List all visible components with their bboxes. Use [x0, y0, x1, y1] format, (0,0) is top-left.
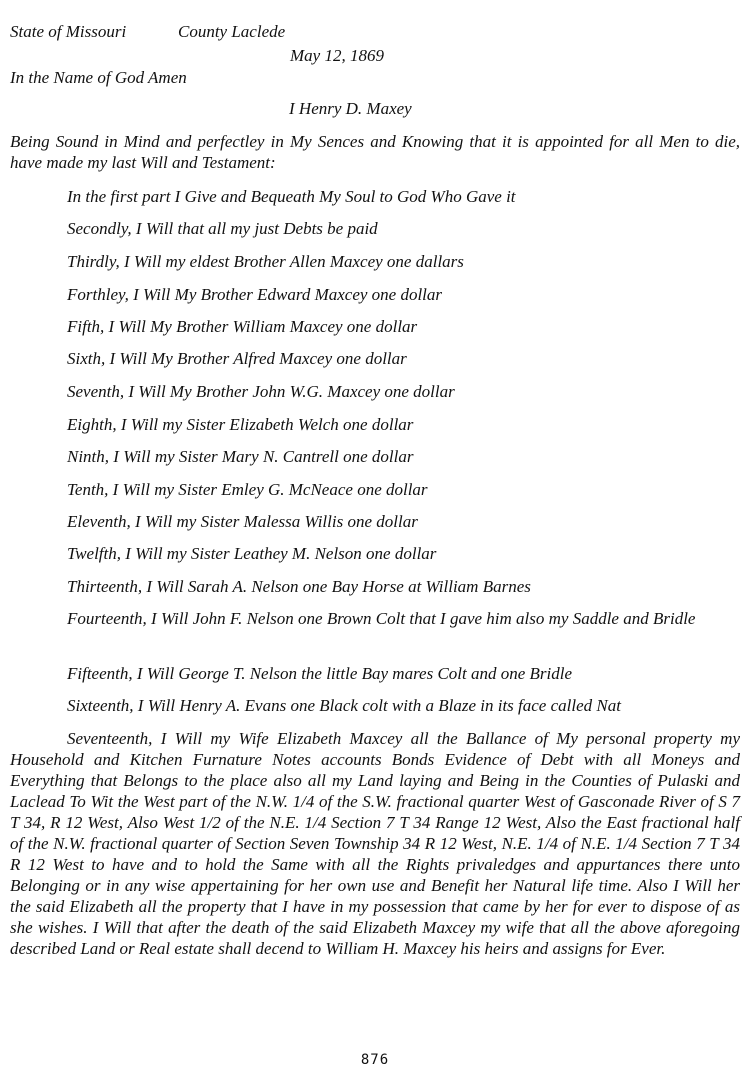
bequest-fifteenth: Fifteenth, I Will George T. Nelson the little Bay mares Colt and one Bridle: [67, 664, 573, 683]
testator-name: I Henry D. Maxey: [289, 99, 412, 118]
state-label: State of Missouri: [10, 22, 127, 41]
bequest-sixteenth: Sixteenth, I Will Henry A. Evans one Black colt with a Blaze in its face called Nat: [67, 696, 621, 715]
bequest-item: Fifth, I Will My Brother William Maxcey one dollar: [67, 317, 418, 336]
bequest-item: Twelfth, I Will my Sister Leathey M. Nelson one dollar: [67, 544, 437, 563]
preamble-paragraph: Being Sound in Mind and perfectley in My Sences and Knowing that it is appointed for all Men to die, have made my last Will and Testament:: [10, 132, 740, 172]
page-number: 876: [360, 1052, 390, 1068]
bequest-item: Ninth, I Will my Sister Mary N. Cantrell one dollar: [67, 447, 414, 466]
bequest-item: Tenth, I Will my Sister Emley G. McNeace one dollar: [67, 480, 428, 499]
bequest-item: Forthley, I Will My Brother Edward Maxcey one dollar: [67, 285, 443, 304]
bequest-item: Sixth, I Will My Brother Alfred Maxcey one dollar: [67, 349, 407, 368]
county-label: County Laclede: [178, 22, 286, 41]
document-date: May 12, 1869: [290, 46, 384, 65]
bequest-item: Secondly, I Will that all my just Debts be paid: [67, 219, 378, 238]
bequest-seventeenth: Seventeenth, I Will my Wife Elizabeth Maxcey all the Ballance of My personal property my Household and Kitchen Furnature Notes accounts Bonds Evidence of Debt with all Moneys and Everything that Belongs to the place also all my Land laying and Being in the Counties of Pulaski and Laclead To Wit the West part of the N.W. 1/4 of the S.W. fractional quarter West of Gasconade River of S 7 T 34, R 12 West, Also West 1/2 of the N.E. 1/4 Section 7 T 34 Range 12 West, Also the East fractional half of the N.W. fractional quarter of Section Seven Township 34 R 12 West, N.E. 1/4 of N.E. 1/4 Section 7 T 34 R 12 West to have and to hold the Same with all the Rights privaledges and appurtances there unto Belonging or in any wise appertaining for her own use and Benefit her Natural life time. Also I Will her the said Elizabeth all the property that I have in my possession that came by her for ever to dispose of as she wishes. I Will that after the death of the said Elizabeth Maxcey my wife that all the above aforegoing described Land or Real estate shall decend to William H. Maxcey his heirs and assigns for Ever.: [10, 729, 740, 958]
bequest-item: Eleventh, I Will my Sister Malessa Willis one dollar: [67, 512, 418, 531]
bequest-item: Eighth, I Will my Sister Elizabeth Welch one dollar: [67, 415, 414, 434]
bequest-item: In the first part I Give and Bequeath My Soul to God Who Gave it: [67, 187, 516, 206]
bequest-item: Thirdly, I Will my eldest Brother Allen Maxcey one dallars: [67, 252, 464, 271]
bequest-item: Thirteenth, I Will Sarah A. Nelson one Bay Horse at William Barnes: [67, 577, 531, 596]
bequest-fourteenth: Fourteenth, I Will John F. Nelson one Brown Colt that I gave him also my Saddle and Bridle: [67, 609, 696, 628]
invocation: In the Name of God Amen: [10, 68, 187, 87]
bequest-item: Seventh, I Will My Brother John W.G. Maxcey one dollar: [67, 382, 455, 401]
